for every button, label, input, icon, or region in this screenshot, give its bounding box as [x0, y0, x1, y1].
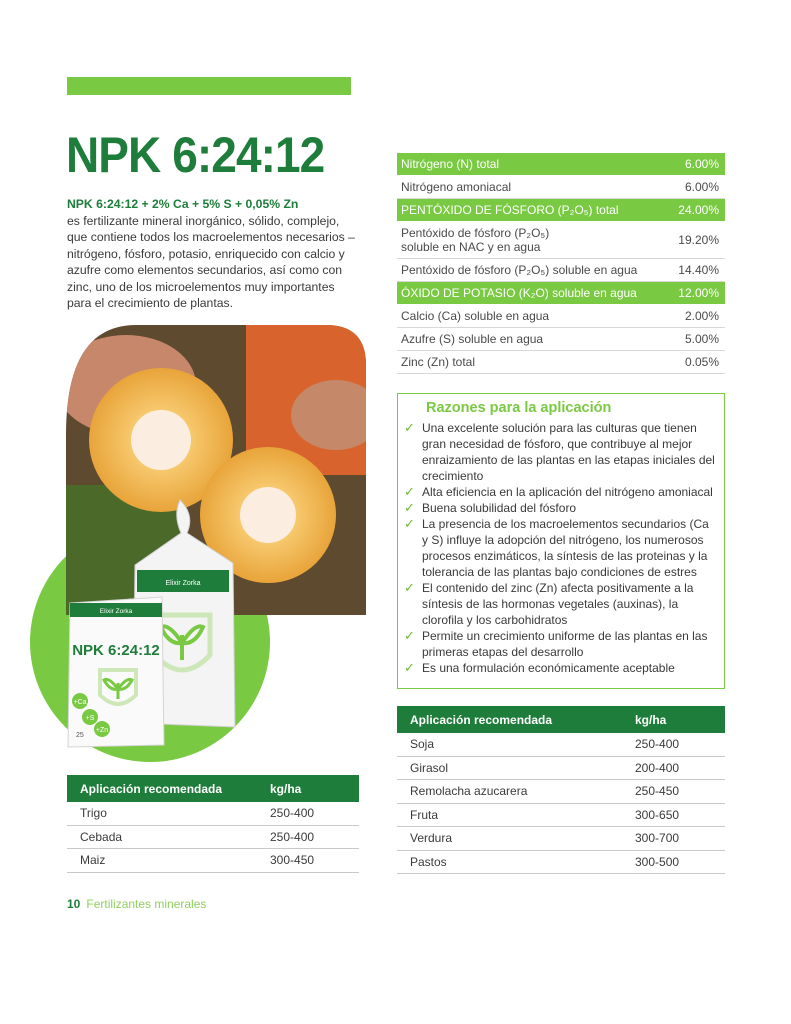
list-item — [404, 420, 716, 484]
page-number: 10 — [67, 897, 81, 911]
composition-row — [397, 153, 725, 176]
rate-cell: 250-400 — [635, 737, 680, 752]
crop-cell: Maiz — [80, 853, 106, 868]
crop-cell: Trigo — [80, 806, 107, 821]
composition-value: 5.00% — [684, 332, 719, 346]
composition-table — [397, 153, 725, 374]
big-bag-brand: Elixir Zorka — [165, 580, 201, 587]
reason-text: Una excelente solución para las culturas que tienen gran necesidad de fósforo, que contribuye al mejor enraizamiento de las plantas en las etapas iniciales del crecimiento — [422, 421, 715, 483]
table-header — [67, 775, 359, 802]
list-item — [404, 628, 716, 660]
reason-text: La presencia de los macroelementos secundarios (Ca y S) influye la adopción del nitrógeno, los numerosos procesos enzimáticos, la síntesis de las proteinas y la tolerancia de las plantas bajo condiciones de estres — [422, 517, 709, 579]
header-col-kgha: kg/ha — [635, 712, 667, 727]
composition-value: 0.05% — [684, 355, 719, 369]
rate-cell: 300-700 — [635, 831, 680, 846]
check-icon: ✓ — [404, 420, 415, 435]
rate-cell: 300-650 — [635, 807, 680, 822]
rate-cell: 250-400 — [270, 806, 315, 821]
bag-brand-label: Elixir Zorka — [99, 608, 133, 615]
table-row — [397, 827, 725, 851]
crop-cell: Fruta — [410, 807, 439, 822]
check-icon: ✓ — [404, 660, 415, 675]
header-col-kgha: kg/ha — [270, 781, 302, 796]
check-icon: ✓ — [404, 500, 415, 515]
composition-row — [397, 199, 725, 222]
crop-cell: Remolacha azucarera — [410, 784, 528, 799]
composition-row — [397, 259, 725, 282]
rate-cell: 250-450 — [635, 784, 680, 799]
intro-body: es fertilizante mineral inorgánico, sólido, complejo, que contiene todos los macroelementos necesarios – nitrógeno, fósforo, potasio, enriquecido con calcio y azufre como elementos secundarios, así como con zinc, uno de los microelementos muy importantes para el crecimiento de plantas. — [67, 213, 355, 310]
list-item — [404, 500, 716, 516]
reason-text: Alta eficiencia en la aplicación del nitrógeno amoniacal — [422, 485, 713, 499]
table-header — [397, 706, 725, 733]
list-item — [404, 660, 716, 676]
intro-text — [67, 196, 357, 312]
header-accent-bar — [67, 77, 351, 95]
page-title: NPK 6:24:12 — [66, 127, 325, 183]
composition-row — [397, 222, 725, 259]
intro-lead: NPK 6:24:12 + 2% Ca + 5% S + 0,05% Zn — [67, 197, 299, 211]
rate-cell: 200-400 — [635, 760, 680, 775]
reason-text: Buena solubilidad del fósforo — [422, 501, 577, 515]
reason-text: Es una formulación económicamente aceptable — [422, 661, 675, 675]
composition-name: Azufre (S) soluble en agua — [401, 332, 544, 346]
table-row — [397, 757, 725, 781]
composition-name: Nitrógeno (N) total — [401, 157, 500, 171]
crop-cell: Cebada — [80, 829, 123, 844]
section-name: Fertilizantes minerales — [86, 897, 207, 911]
composition-row — [397, 176, 725, 199]
composition-value: 2.00% — [684, 309, 719, 323]
reason-text: El contenido del zinc (Zn) afecta positivamente a la síntesis de las hormonas vegetales (auxinas), la clorofila y los carbohidratos — [422, 581, 694, 627]
table-row — [397, 780, 725, 804]
page-footer — [67, 897, 206, 911]
bag-weight: 25 — [76, 732, 84, 739]
composition-value: 14.40% — [678, 263, 719, 277]
composition-row — [397, 282, 725, 305]
table-row — [67, 826, 359, 850]
crop-cell: Verdura — [410, 831, 453, 846]
application-table-left — [67, 775, 359, 873]
list-item — [404, 516, 716, 580]
badge-zn: +Zn — [95, 727, 109, 734]
header-col-application: Aplicación recomendada — [80, 781, 223, 796]
table-row — [67, 802, 359, 826]
npk-bag-image — [66, 595, 166, 750]
composition-name: ÓXIDO DE POTASIO (K₂O) soluble en agua — [401, 286, 637, 300]
reasons-title: Razones para la aplicación — [426, 400, 612, 416]
table-row — [67, 849, 359, 873]
composition-value: 12.00% — [678, 286, 719, 300]
crop-cell: Soja — [410, 737, 435, 752]
check-icon: ✓ — [404, 516, 415, 531]
table-row — [397, 804, 725, 828]
composition-name: Pentóxido de fósforo (P₂O₅) soluble en NAC y en agua — [401, 226, 550, 254]
composition-name: PENTÓXIDO DE FÓSFORO (P₂O₅) total — [401, 203, 619, 217]
composition-name: Nitrógeno amoniacal — [401, 180, 512, 194]
composition-value: 19.20% — [678, 233, 719, 247]
check-icon: ✓ — [404, 484, 415, 499]
composition-row — [397, 328, 725, 351]
rate-cell: 250-400 — [270, 829, 315, 844]
reasons-list — [404, 420, 716, 676]
reason-text: Permite un crecimiento uniforme de las plantas en las primeras etapas del desarrollo — [422, 629, 708, 659]
composition-value: 6.00% — [684, 157, 719, 171]
table-row — [397, 733, 725, 757]
badge-s: +S — [85, 715, 95, 722]
composition-name: Zinc (Zn) total — [401, 355, 476, 369]
bag-product-label: NPK 6:24:12 — [72, 642, 160, 659]
application-table-right — [397, 706, 725, 874]
composition-value: 24.00% — [678, 203, 719, 217]
rate-cell: 300-500 — [635, 854, 680, 869]
crop-cell: Girasol — [410, 760, 449, 775]
header-col-application: Aplicación recomendada — [410, 712, 553, 727]
crop-cell: Pastos — [410, 854, 447, 869]
composition-row — [397, 351, 725, 374]
list-item — [404, 580, 716, 628]
badge-ca: +Ca — [73, 699, 87, 706]
check-icon: ✓ — [404, 628, 415, 643]
rate-cell: 300-450 — [270, 853, 315, 868]
composition-name: Calcio (Ca) soluble en agua — [401, 309, 550, 323]
composition-name: Pentóxido de fósforo (P₂O₅) soluble en agua — [401, 263, 638, 277]
composition-row — [397, 305, 725, 328]
table-row — [397, 851, 725, 875]
reasons-box — [397, 393, 725, 689]
list-item — [404, 484, 716, 500]
check-icon: ✓ — [404, 580, 415, 595]
composition-value: 6.00% — [684, 180, 719, 194]
